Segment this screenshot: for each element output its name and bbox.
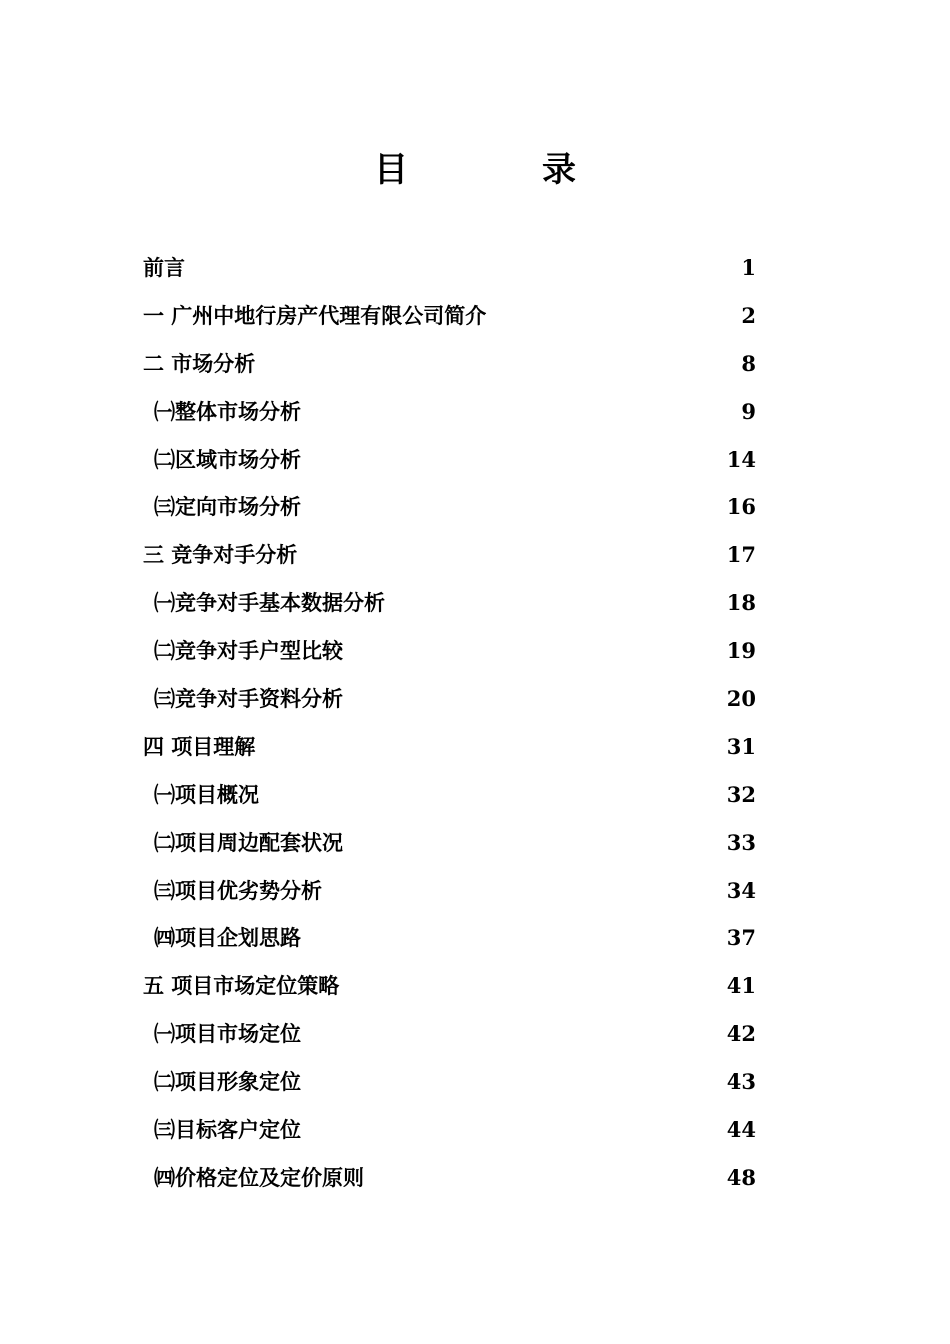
toc-entry-page-number: 44 bbox=[726, 1117, 756, 1143]
toc-entry-label: ㈣价格定位及定价原则 bbox=[154, 1164, 364, 1190]
toc-entry-label: 五 项目市场定位策略 bbox=[143, 973, 340, 999]
toc-entry-label: ㈢目标客户定位 bbox=[154, 1117, 301, 1143]
toc-entry[interactable] bbox=[143, 1010, 756, 1058]
toc-entry-page-number: 9 bbox=[741, 398, 756, 424]
toc-entry-page-number: 19 bbox=[726, 638, 756, 664]
toc-entry-page-number: 32 bbox=[726, 781, 756, 807]
table-of-contents bbox=[143, 244, 756, 1202]
toc-entry[interactable] bbox=[143, 340, 756, 388]
toc-entry-label: ㈢竞争对手资料分析 bbox=[154, 686, 343, 712]
toc-entry-label: ㈠项目市场定位 bbox=[154, 1021, 301, 1047]
toc-entry-page-number: 18 bbox=[726, 590, 756, 616]
toc-entry-page-number: 20 bbox=[726, 686, 756, 712]
toc-entry-page-number: 41 bbox=[726, 973, 756, 999]
toc-entry-label: ㈡项目周边配套状况 bbox=[154, 829, 343, 855]
toc-entry-page-number: 8 bbox=[741, 350, 756, 376]
toc-entry[interactable] bbox=[143, 771, 756, 819]
toc-entry-label: ㈣项目企划思路 bbox=[154, 925, 301, 951]
toc-entry[interactable] bbox=[143, 962, 756, 1010]
toc-entry-label: ㈠项目概况 bbox=[154, 781, 259, 807]
toc-entry-label: ㈢项目优劣势分析 bbox=[154, 877, 322, 903]
toc-entry-label: ㈢定向市场分析 bbox=[154, 494, 301, 520]
toc-entry[interactable] bbox=[143, 867, 756, 915]
toc-entry-page-number: 43 bbox=[726, 1069, 756, 1095]
toc-entry-label: 二 市场分析 bbox=[143, 350, 256, 376]
toc-entry-page-number: 42 bbox=[726, 1021, 756, 1047]
toc-entry-page-number: 37 bbox=[726, 925, 756, 951]
toc-entry-label: ㈡区域市场分析 bbox=[154, 446, 301, 472]
toc-entry-page-number: 34 bbox=[726, 877, 756, 903]
toc-entry-page-number: 17 bbox=[726, 542, 756, 568]
toc-entry-label: ㈠整体市场分析 bbox=[154, 398, 301, 424]
toc-entry[interactable] bbox=[143, 1058, 756, 1106]
toc-entry-label: ㈡竞争对手户型比较 bbox=[154, 638, 343, 664]
toc-entry-label: 一 广州中地行房产代理有限公司简介 bbox=[143, 302, 487, 328]
toc-entry-label: 三 竞争对手分析 bbox=[143, 542, 298, 568]
toc-entry-page-number: 14 bbox=[726, 446, 756, 472]
toc-entry[interactable] bbox=[143, 819, 756, 867]
toc-entry-page-number: 33 bbox=[726, 829, 756, 855]
toc-entry-label: ㈠竞争对手基本数据分析 bbox=[154, 590, 385, 616]
toc-entry[interactable] bbox=[143, 579, 756, 627]
toc-entry[interactable] bbox=[143, 388, 756, 436]
toc-entry[interactable] bbox=[143, 292, 756, 340]
toc-entry[interactable] bbox=[143, 723, 756, 771]
toc-entry-page-number: 2 bbox=[741, 302, 756, 328]
toc-entry[interactable] bbox=[143, 675, 756, 723]
toc-entry[interactable] bbox=[143, 1106, 756, 1154]
toc-entry-page-number: 31 bbox=[726, 733, 756, 759]
toc-entry[interactable] bbox=[143, 914, 756, 962]
toc-entry[interactable] bbox=[143, 244, 756, 292]
toc-entry-label: 前言 bbox=[143, 255, 185, 280]
toc-entry[interactable] bbox=[143, 1154, 756, 1202]
toc-entry[interactable] bbox=[143, 483, 756, 531]
toc-entry[interactable] bbox=[143, 531, 756, 579]
toc-entry-page-number: 1 bbox=[741, 255, 756, 280]
toc-entry-label: 四 项目理解 bbox=[143, 733, 256, 759]
toc-entry-page-number: 16 bbox=[726, 494, 756, 520]
toc-entry-page-number: 48 bbox=[726, 1164, 756, 1190]
toc-title: 目 录 bbox=[374, 150, 626, 190]
toc-entry[interactable] bbox=[143, 627, 756, 675]
toc-entry[interactable] bbox=[143, 436, 756, 484]
toc-entry-label: ㈡项目形象定位 bbox=[154, 1069, 301, 1095]
